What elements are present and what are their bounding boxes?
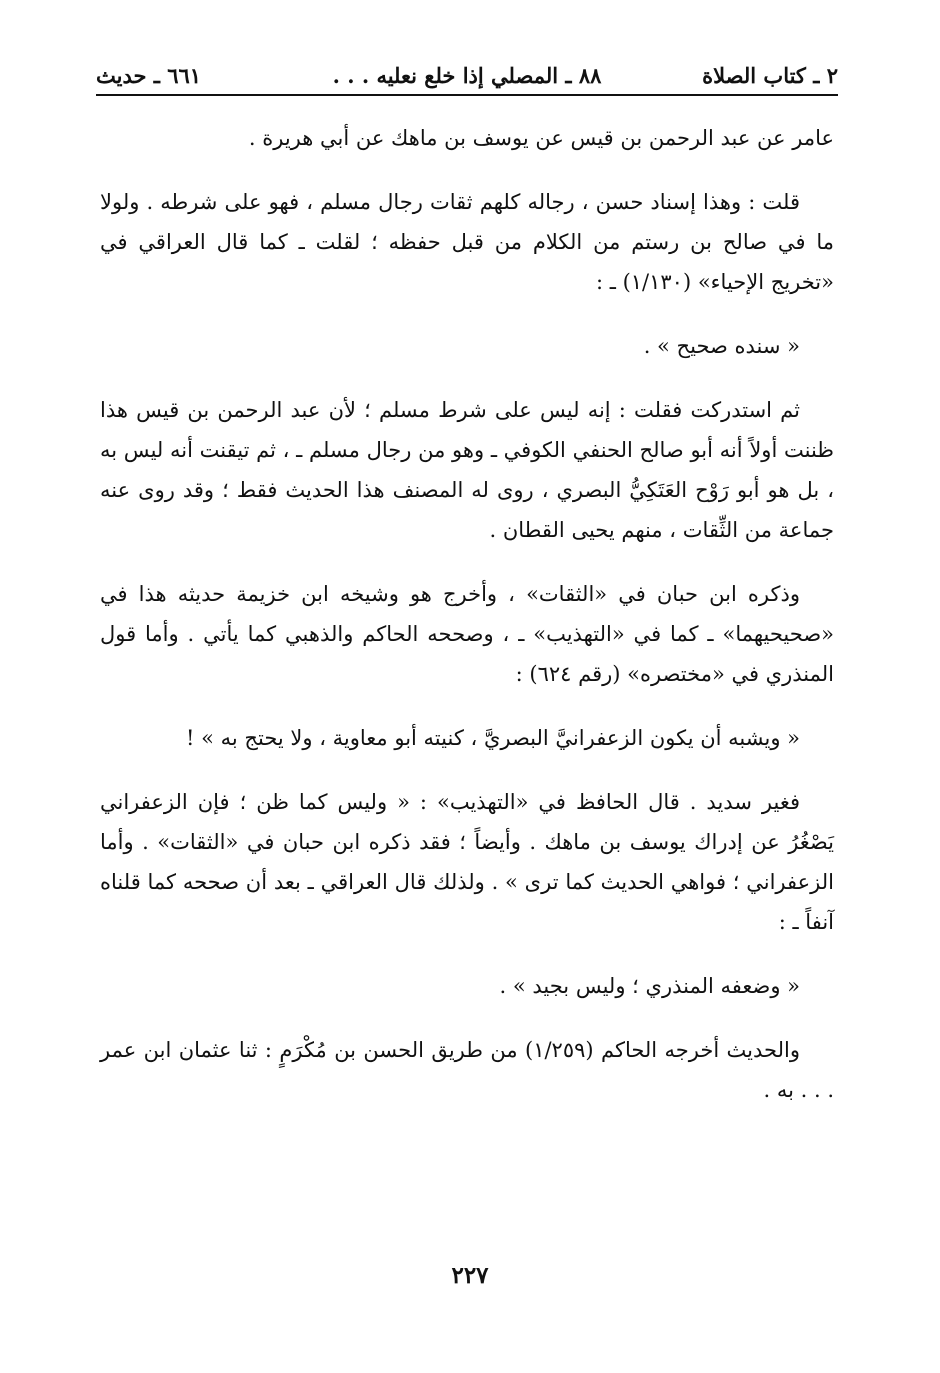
paragraph-hafiz-response: فغير سديد . قال الحافظ في «التهذيب» : « وليس كما ظن ؛ فإن الزعفراني يَصْغُرُ عن إدراك يوسف بن ماهك . وأيضاً ؛ فقد ذكره ابن حبان في «الثقات» . وأما الزعفراني ؛ فواهي الحديث كما ترى » . ولذلك قال العراقي ـ بعد أن صححه كما قلناه آنفاً ـ : <box>100 790 834 934</box>
paragraph-isnad-ruling: قلت : وهذا إسناد حسن ، رجاله كلهم ثقات رجال مسلم ، فهو على شرطه . ولولا ما في صالح بن رستم من الكلام من قبل حفظه ؛ لقلت ـ كما قال العراقي في «تخريج الإحياء» (١/١٣٠) ـ : <box>100 190 834 294</box>
header-chapter-title: ٨٨ ـ المصلي إذا خلع نعليه . . . <box>332 63 602 88</box>
running-header <box>96 62 838 96</box>
paragraph-correction: ثم استدركت فقلت : إنه ليس على شرط مسلم ؛ لأن عبد الرحمن بن قيس هذا ظننت أولاً أنه أبو صالح الحنفي الكوفي ـ وهو من رجال مسلم ـ ، ثم تيقنت أنه ليس به ، بل هو أبو رَوْح العَتَكِيُّ البصري ، روى له المصنف هذا الحديث فقط ؛ وقد روى عنه جماعة من الثِّقات ، منهم يحيى القطان . <box>100 398 834 542</box>
quote-mundhiri: « ويشبه أن يكون الزعفرانيَّ البصريَّ ، كنيته أبو معاوية ، ولا يحتج به » ! <box>186 726 800 750</box>
quote-iraqi-weakening: « وضعفه المنذري ؛ وليس بجيد » . <box>499 974 800 998</box>
header-hadith-number: ٦٦١ ـ حديث <box>96 63 202 88</box>
quote-iraqi: « سنده صحيح » . <box>643 334 800 358</box>
paragraph-continuation: عامر عن عبد الرحمن بن قيس عن يوسف بن ماهك عن أبي هريرة . <box>248 126 834 150</box>
header-book-title: ٢ ـ كتاب الصلاة <box>702 63 838 88</box>
paragraph-ibn-hibban: وذكره ابن حبان في «الثقات» ، وأخرج هو وشيخه ابن خزيمة حديثه هذا في «صحيحيهما» ـ كما في «التهذيب» ـ ، وصححه الحاكم والذهبي كما يأتي . وأما قول المنذري في «مختصره» (رقم ٦٢٤) : <box>100 582 834 686</box>
page-number: ٢٢٧ <box>451 1262 489 1289</box>
page-body <box>100 118 834 1134</box>
paragraph-hakim-source: والحديث أخرجه الحاكم (١/٢٥٩) من طريق الحسن بن مُكْرَمٍ : ثنا عثمان ابن عمر . . . به . <box>100 1038 834 1102</box>
